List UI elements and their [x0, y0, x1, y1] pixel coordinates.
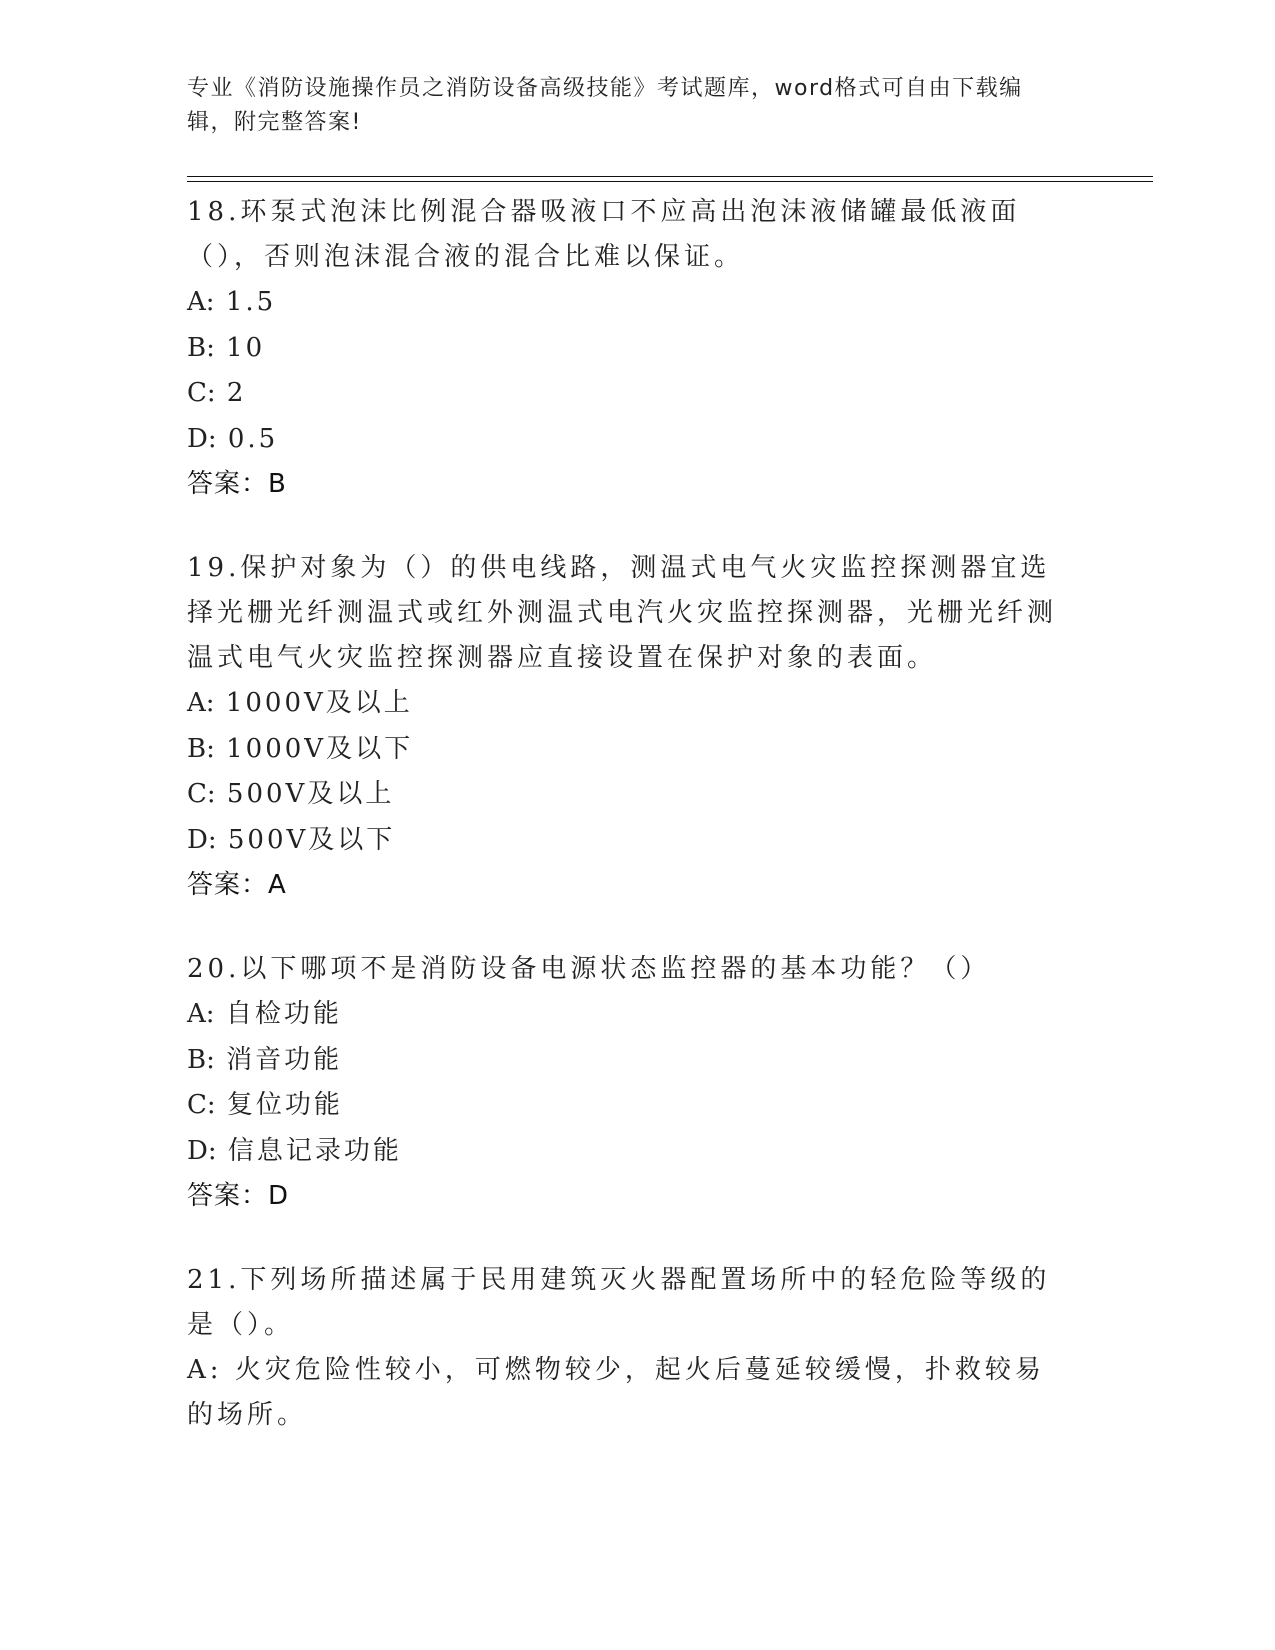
option-text: 10 [226, 332, 266, 363]
question-list [187, 190, 1067, 1477]
question-stem: 20.以下哪项不是消防设备电源状态监控器的基本功能？（） [187, 954, 991, 984]
question-21 [187, 1258, 1067, 1438]
option-key: A: [187, 1355, 223, 1385]
option-key: C: [187, 378, 216, 408]
option-key: A: [187, 688, 215, 718]
option-key: C: [187, 1090, 216, 1120]
option-a [187, 280, 1067, 326]
question-20 [187, 947, 1067, 1219]
option-text: 2 [226, 378, 247, 408]
option-a [187, 681, 1067, 727]
option-text: 复位功能 [226, 1090, 343, 1120]
option-text: 500V及以下 [227, 824, 396, 855]
question-stem: 18.环泵式泡沫比例混合器吸液口不应高出泡沫液储罐最低液面（），否则泡沫混合液的混合比难以保证。 [187, 197, 1021, 272]
question-stem: 19.保护对象为（）的供电线路，测温式电气火灾监控探测器宜选择光栅光纤测温式或红外测温式电汽火灾监控探测器，光栅光纤测温式电气火灾监控探测器应直接设置在保护对象的表面。 [187, 553, 1058, 673]
header-divider-bottom [187, 181, 1153, 182]
option-text: 火灾危险性较小，可燃物较少，起火后蔓延较缓慢，扑救较易的场所。 [187, 1355, 1045, 1430]
option-text: 1000V及以下 [226, 733, 414, 764]
option-c [187, 371, 1067, 417]
answer-line: 答案：B [187, 469, 287, 499]
question-stem: 21.下列场所描述属于民用建筑灭火器配置场所中的轻危险等级的是（）。 [187, 1265, 1051, 1340]
option-text: 0.5 [227, 423, 279, 454]
option-key: D: [187, 423, 217, 454]
answer-line: 答案：D [187, 1181, 290, 1211]
option-d [187, 1129, 1067, 1175]
option-text: 信息记录功能 [227, 1135, 402, 1166]
option-key: D: [187, 824, 217, 855]
option-c [187, 772, 1067, 818]
option-text: 自检功能 [225, 999, 342, 1029]
option-d [187, 417, 1067, 463]
option-text: 1.5 [225, 287, 277, 317]
option-text: 500V及以上 [226, 779, 395, 809]
option-a [187, 992, 1067, 1038]
option-text: 1000V及以上 [225, 688, 413, 718]
option-b [187, 326, 1067, 372]
option-key: B: [187, 332, 215, 363]
option-a [187, 1348, 1067, 1438]
option-b [187, 727, 1067, 773]
option-d [187, 818, 1067, 864]
answer-line: 答案：A [187, 870, 287, 900]
header-divider-top [187, 176, 1153, 177]
question-19 [187, 546, 1067, 908]
option-key: D: [187, 1135, 217, 1166]
option-key: B: [187, 733, 215, 764]
option-key: C: [187, 779, 216, 809]
option-text: 消音功能 [226, 1044, 343, 1075]
option-key: A: [187, 287, 215, 317]
document-intro: 专业《消防设施操作员之消防设备高级技能》考试题库，word格式可自由下载编辑，附完整答案! [187, 76, 1023, 135]
option-c [187, 1083, 1067, 1129]
option-key: B: [187, 1044, 215, 1075]
question-18 [187, 190, 1067, 507]
option-b [187, 1038, 1067, 1084]
option-key: A: [187, 999, 215, 1029]
